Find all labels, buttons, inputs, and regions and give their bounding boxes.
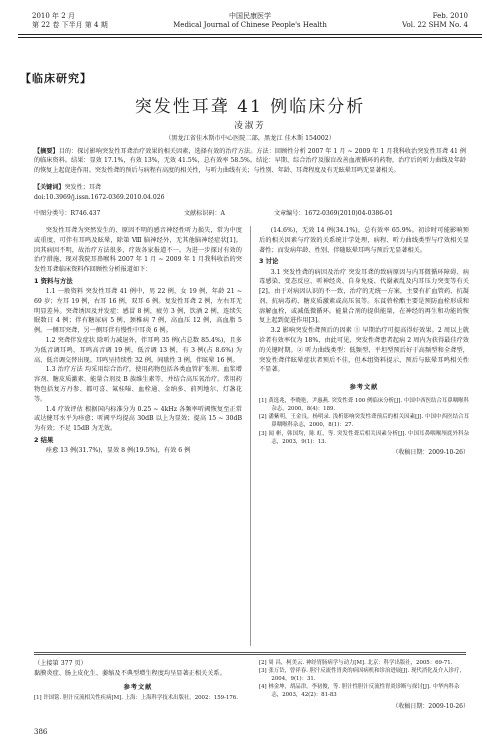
right-column [259, 226, 469, 457]
running-header [18, 12, 482, 46]
article-number: 文章编号：1672-0369(2010)04-0386-01 [274, 210, 393, 217]
reference-item: [2] 周 昌，柯美云. 神经胃肠病学与动力[M]. 北京：科学出版社，2005：69-71. [259, 660, 453, 666]
results-paragraph: 痊愈 13 例(31.7%)，显效 8 例(19.5%)，有效 6 例 [45, 447, 191, 455]
abstract-text: 目的：探讨影响突发性耳聋治疗效果的相关因素，选择有效的治疗方法。方法：回顾性分析 2007 年 1 月 ~ 2009 年 1 月我科收治突发性耳聋 41 例的临床资料。结果：显效 17.1%，有效 13%，无效 41.5%，总有效率 58.5%。结论：早期、综合治疗及服盲改善血液循环的药物，治疗后的听力曲线及年龄的恢复上起促进作用。突发性聋的预后与病程有高度的相关性，与听力曲线有关；与性别、年龄、耳聋程度及有无眩晕耳鸣无显著相关。 [34, 148, 467, 174]
journal-name-en: Medical Journal of Chinese People's Health [173, 20, 327, 29]
prognosis-paragraph: 3.2 影响突发性聋预后的因素 ① 早期治疗可提高得好效果。2 周以上就诊者有效率仅为 18%，由此可见，突发性聋患者起病 2 周内为获得最佳疗效的关键时期。② 听力曲线类型：低频型、平坦型预后好于高频型和全聋型，突发性聋伴眩晕症状者预后不佳，但本组资料提示，预后与眩晕耳鸣相关性不显著。 [259, 327, 469, 374]
reference-item: [3] 张万岱，曾祥春. 胆汁反流性胃炎的病因病机和诊治进展[J]. 现代消化及介入诊疗，2004，9(1)：31. [259, 668, 465, 683]
heading-materials-methods: 1 资料与方法 [34, 276, 73, 285]
reference-item: [1] 黄选兆，李晓艳，尹惠燕. 突发性聋 100 例临床分析[J]. 中国中西医结合耳鼻咽喉科杂志，2000，8(4)：189. [259, 398, 469, 413]
doi: doi:10.3969/j.issn.1672-0369.2010.04.026 [34, 193, 165, 201]
column-divider [250, 226, 251, 646]
left-column [34, 226, 242, 456]
author-affiliation: （黑龙江省佳木斯市中心医院二部，黑龙江 佳木斯 154002） [165, 135, 335, 142]
evaluation-paragraph: 1.4 疗效评估 根据国内标准分为 0.25 ~ 4kHz 各频率听阈恢复至正常或达健耳水平为痊愈；听阈平均提高 30dB 以上为显效；提高 15 ~ 30dB 为有效；不足 15dB 为无效。 [34, 405, 242, 433]
header-right [402, 12, 468, 30]
article-title: 突发性耳聋 41 例临床分析 [134, 97, 366, 117]
continued-article-left [34, 659, 242, 703]
clc-number: 中图分类号：R746.437 [34, 210, 101, 217]
received-date: （收稿日期：2009-10-26） [392, 448, 469, 456]
results-continued-paragraph: (14.6%)，无效 14 例(34.1%)，总有效率 65.9%。初诊时可能影响预后的相关因素与疗效的关系统计学处理，病程、听力曲线类型与疗效相关显著性；而发病年龄、性别、伴随眩晕耳鸣与预后无显著相关。 [259, 227, 469, 254]
continued-article-right [259, 659, 469, 711]
journal-name-cn: 中国民康医学 [229, 12, 271, 20]
reference-item: [3] 闻 彬，韩国均，陈 虹，等. 突发性聋后相关因素分析[J]. 中国耳鼻咽喉颅底外科杂志，2003，9(1)：13. [259, 430, 469, 445]
continued-references-heading: 参考文献 [123, 683, 153, 691]
section-label: 【临床研究】 [20, 72, 92, 85]
header-rule [18, 34, 482, 35]
references-heading: 参考文献 [349, 384, 379, 392]
reference-item: [1] 许国铭. 胆汁反流相关性疾病[M]. 上海：上海科学技术出版社，2002：159-176. [34, 695, 238, 702]
general-data-paragraph: 1.1 一般资料 突发性耳聋 41 例中，男 22 例，女 19 例，年龄 21 ~ 69 岁；左耳 19 例，右耳 16 例，双耳 6 例。复发性耳聋 2 例，左右耳无明显差异。突聋诱因及并发症：感冒 8 例，疲劳 3 例，饮酒 2 例，连续失眠数日 4 例；伴有糖尿病 5 例，颈椎病 7 例，高血压 12 例，高血脂 5 例。一侧耳突聋，另一侧耳伴有慢性中耳炎 6 例。 [34, 288, 242, 335]
continued-from-note: （上接第 377 页） [34, 660, 87, 667]
classification-line [34, 208, 466, 217]
article-author: 凌淑芳 [234, 121, 266, 131]
received-date: （收稿日期：2009-10-26） [392, 702, 469, 710]
document-code: 文献标识码：A [184, 210, 225, 217]
reference-item: [4] 林金坤，胡品津，李初俊，等. 胆汁性胆汁反流性胃炎诊断与探讨[J]. 中华内科杂志，2003，42(2)：81-83 [259, 684, 460, 699]
keywords-label: 【关键词】 [34, 184, 65, 191]
article-separator [34, 652, 466, 653]
header-date: 2010 年 2 月 [32, 12, 75, 20]
header-volume-en: Vol. 22 SHM No. 4 [402, 20, 468, 29]
header-volume: 第 22 卷 下半月 第 4 期 [32, 20, 108, 29]
intro-paragraph: 突发性耳聋为突然发生的、原因不明的感音神经性听力损失，常为中度或重度，可伴有耳鸣及眩晕，除第 Ⅷ 脑神经外，无其他脑神经症状[1]。因其病因不明，故治疗方法很多，疗效各家报道不一。为进一步探讨有效的治疗措施，现对我院耳鼻喉科 2007 年 1 月 ~ 2009 年 1 月我科收治的突发性耳聋临床资料作回顾性分析报道如下： [34, 227, 242, 274]
abstract-label: 【摘要】 [34, 148, 59, 155]
heading-results: 2 结果 [34, 436, 54, 445]
keywords-block [34, 183, 466, 203]
header-rule-thin [18, 37, 482, 38]
article-separator-thin [34, 654, 466, 655]
reference-item: [2] 潘紫明，王金良，杨明录. 浅析影响突发性聋预后的相关因素[J]. 中国中西医结合耳鼻咽喉科杂志，2000，8(1)：27. [259, 414, 469, 429]
symptoms-paragraph: 1.2 突聋伴发症状 除听力减退外，伴耳鸣 35 例(占总数 85.4%)，且多为低音调耳鸣，耳鸣高音调 19 例，低音调 13 例，有 3 例(占 8.6%) 为高、低音调交替出现。耳鸣呈持续性 32 例，间歇性 3 例，伴眩晕 16 例。 [34, 337, 242, 364]
abstract [34, 147, 466, 175]
continued-text: 黏膜炎症、肠上皮化生、萎缩及不典型增生程度均呈显著正相关关系。 [34, 669, 226, 677]
treatment-paragraph: 1.3 治疗方法 均采用综合治疗，使用药物包括各类血管扩张剂、血浆增容剂、糖皮质激素、能量合剂及 B 族维生素等，并结合高压氧治疗。常用药物包括复方丹参、都可喜、氟桂嗪、血栓通、金纳多、前列地尔、灯盏花等。 [34, 366, 242, 403]
header-date-en: Feb. 2010 [432, 12, 468, 20]
etiology-paragraph: 3.1 突发性聋的病因及治疗 突发耳聋的致病原因与内耳微循环障碍、病毒感染、变态反应、听神经炎、自身免疫、代谢紊乱及内耳压力突变等有关[2]。由于对病因认识的不一致，治疗的无统一方案，主要有扩血管药、抗凝剂、抗病毒药、糖皮质激素或高压氧等。东莨菪栓酯主要是预防血栓形成和溶解血栓，或减低微循环。能量合剂的提供能量，在神经的再生和功能的恢复上起到促进作用[3]。 [259, 268, 469, 325]
heading-discussion: 3 讨论 [259, 257, 279, 266]
page-number: 386 [34, 728, 48, 736]
keywords-text: 突发性；耳聋 [64, 184, 102, 191]
